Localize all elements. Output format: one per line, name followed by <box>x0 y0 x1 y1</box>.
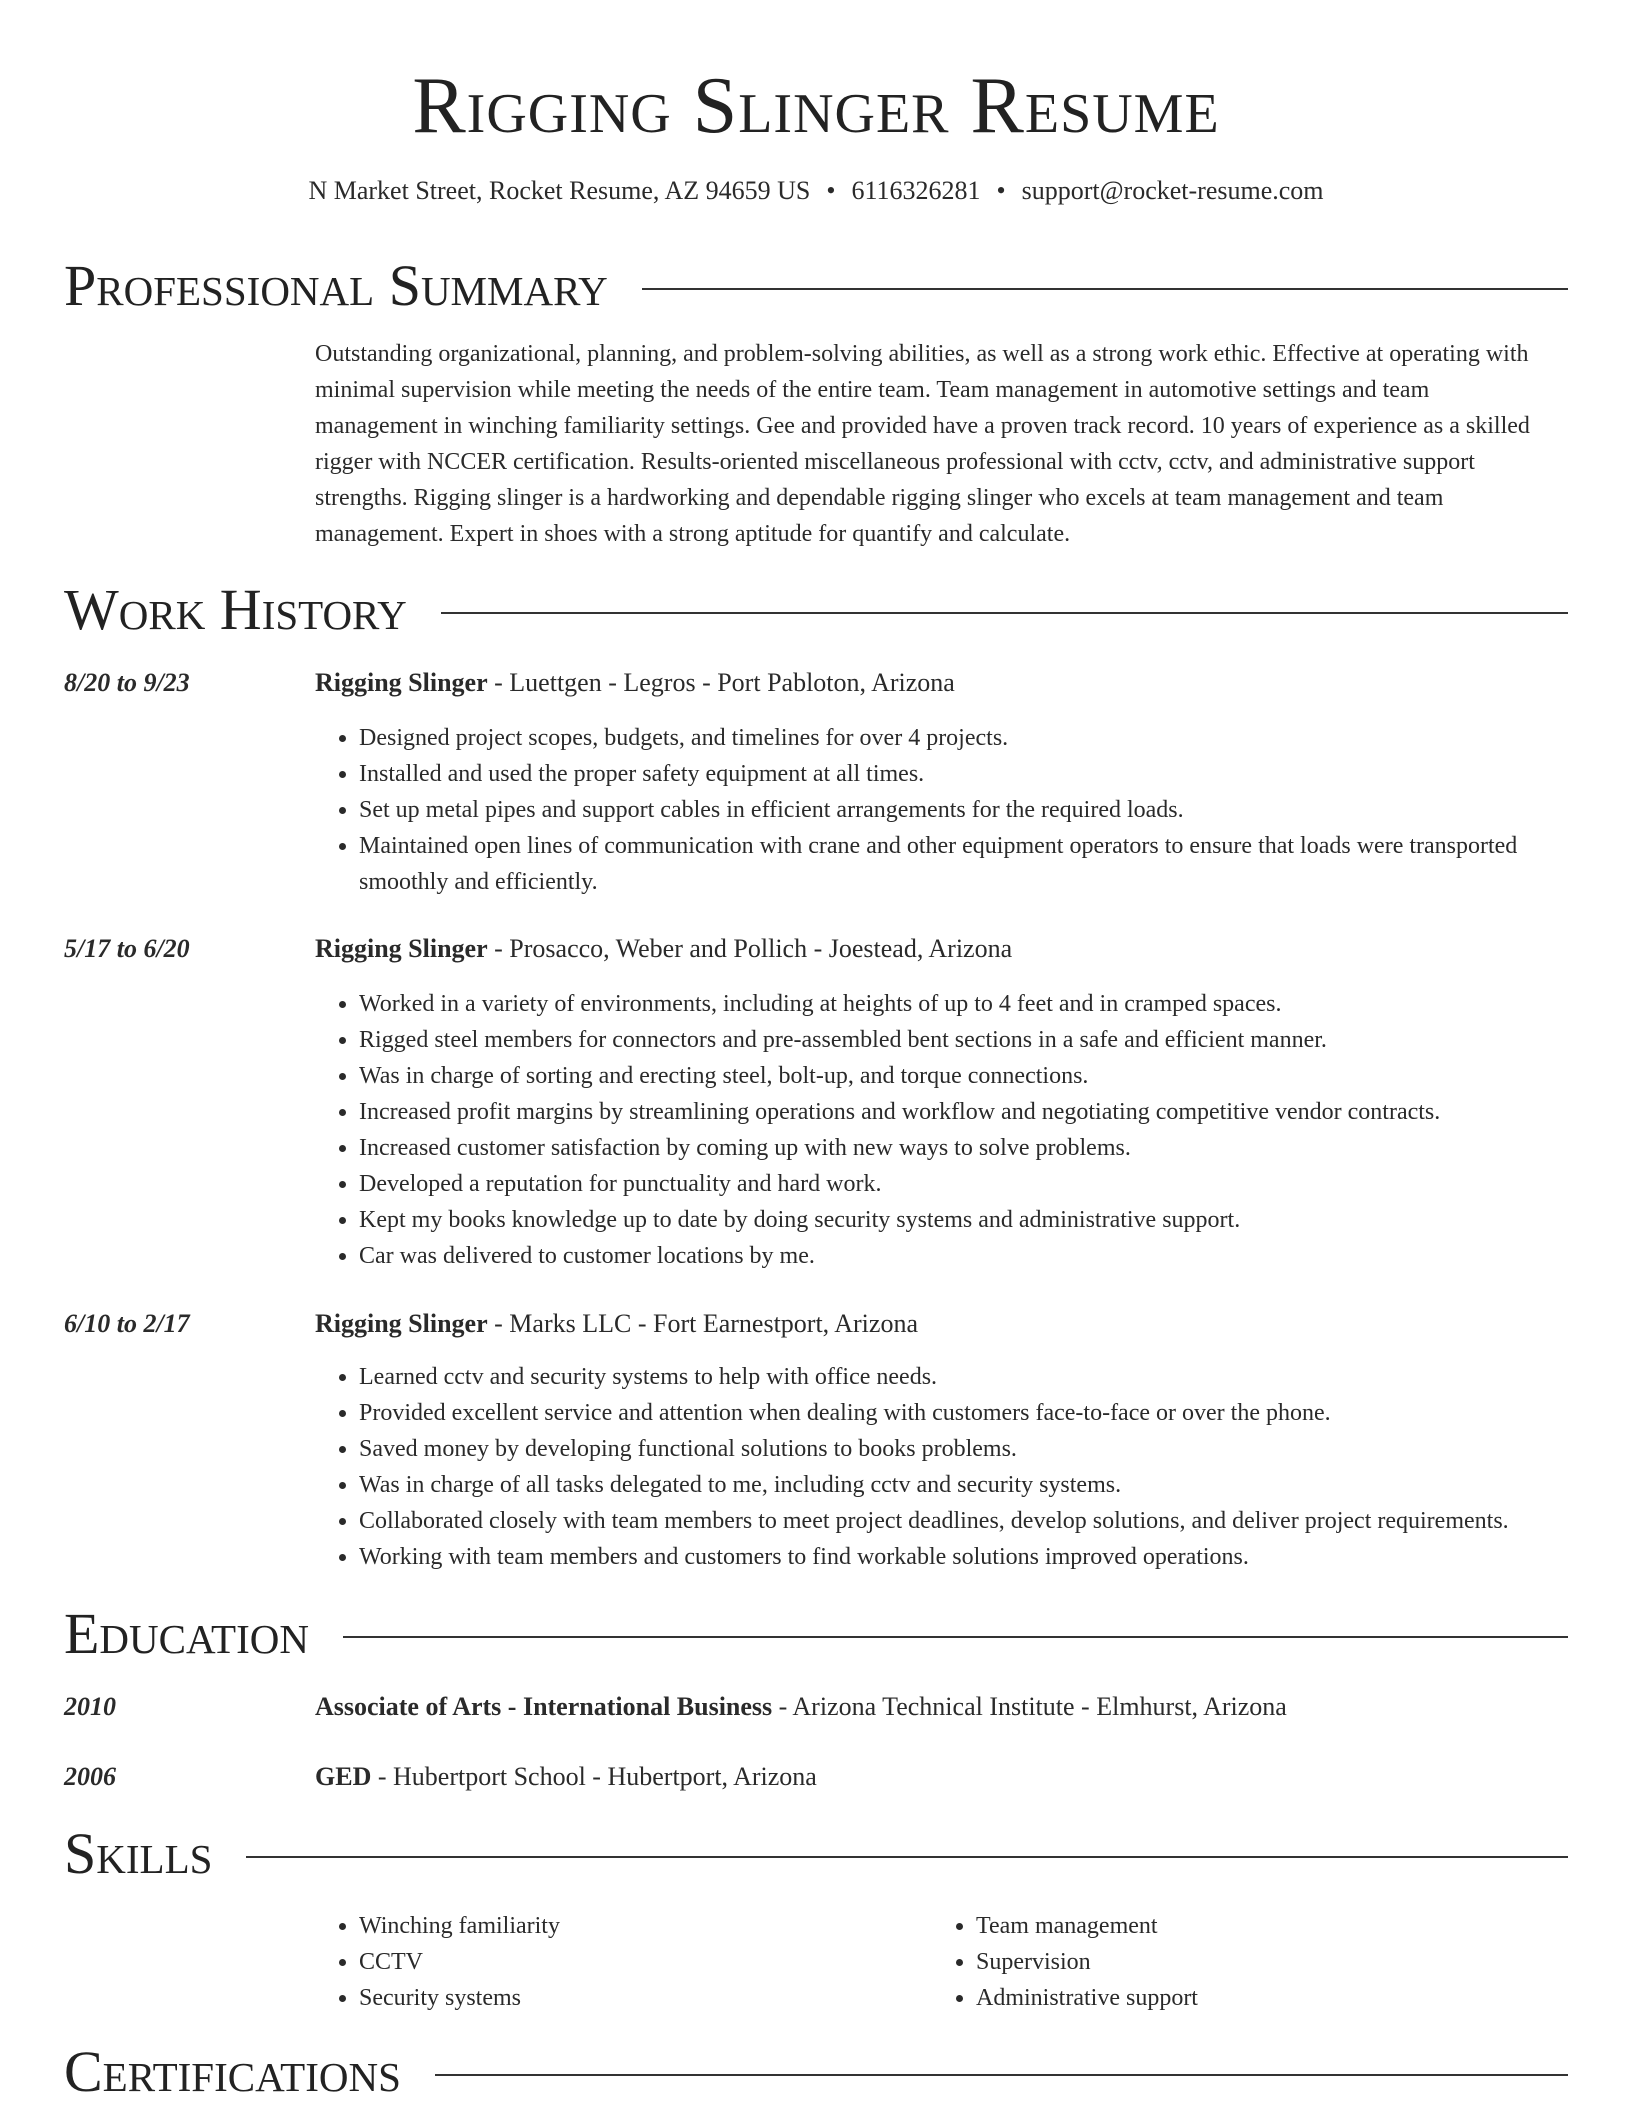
job-bullet: • Set up metal pipes and support cables in efficient arrangements for the required loads. <box>359 792 1568 828</box>
job-bullet: • Provided excellent service and attention when dealing with customers face-to-face or over the phone. <box>359 1395 1568 1431</box>
summary-section-header <box>64 254 1568 318</box>
education-degree: Associate of Arts - International Business <box>315 1692 773 1721</box>
contact-separator: • <box>826 176 836 205</box>
summary-text: Outstanding organizational, planning, and problem-solving abilities, as well as a strong work ethic. Effective at operating with minimal supervision while meeting the needs of the entire team. Team management in automotive settings and team management in winching familiarity settings. Gee and provided have a proven track record. 10 years of experience as a skilled rigger with NCCER certification. Results-oriented miscellaneous professional with cctv, cctv, and administrative support strengths. Rigging slinger is a hardworking and dependable rigging slinger who excels at team management and team management. Expert in shoes with a strong aptitude for quantify and calculate. <box>315 341 1530 547</box>
certifications-section-header <box>64 2040 1568 2104</box>
job-bullet: • Increased customer satisfaction by coming up with new ways to solve problems. <box>359 1130 1568 1166</box>
section-divider <box>642 288 1568 290</box>
education-school: - Hubertport School - Hubertport, Arizona <box>371 1762 817 1791</box>
resume-title: Rigging Slinger Resume <box>412 62 1220 150</box>
job-dates: 6/10 to 2/17 <box>64 1309 190 1338</box>
job-bullets <box>315 720 1568 900</box>
skills-section-header <box>64 1822 1568 1886</box>
contact-email: support@rocket-resume.com <box>1021 176 1324 205</box>
job-company: - Luettgen - Legros - Port Pabloton, Arizona <box>487 668 955 697</box>
education-school: - Arizona Technical Institute - Elmhurst, Arizona <box>772 1692 1287 1721</box>
education-section-header <box>64 1602 1568 1666</box>
job-bullet: • Kept my books knowledge up to date by doing security systems and administrative support. <box>359 1202 1568 1238</box>
section-divider <box>435 2074 1568 2076</box>
work-section-header <box>64 578 1568 642</box>
certifications-heading: Certifications <box>64 2039 401 2104</box>
job-bullets <box>315 986 1568 1274</box>
education-heading: Education <box>64 1601 309 1666</box>
job-title: Rigging Slinger <box>315 668 488 697</box>
job-bullet: • Car was delivered to customer locations by me. <box>359 1238 1568 1274</box>
contact-phone: 6116326281 <box>851 176 981 205</box>
section-divider <box>246 1856 1568 1858</box>
summary-heading: Professional Summary <box>64 253 608 318</box>
job-bullet: • Installed and used the proper safety equipment at all times. <box>359 756 1568 792</box>
job-bullet: • Was in charge of sorting and erecting steel, bolt-up, and torque connections. <box>359 1058 1568 1094</box>
education-heading-line <box>315 1690 1568 1724</box>
skills-heading: Skills <box>64 1821 213 1886</box>
job-bullet: • Saved money by developing functional solutions to books problems. <box>359 1431 1568 1467</box>
skill-item: • CCTV <box>359 1944 932 1980</box>
skill-item: • Administrative support <box>976 1980 1549 2016</box>
work-heading: Work History <box>64 577 407 642</box>
job-heading <box>315 666 1568 700</box>
job-bullet: • Working with team members and customers to find workable solutions improved operations. <box>359 1539 1568 1575</box>
skill-item: • Supervision <box>976 1944 1549 1980</box>
skills-list-right <box>932 1908 1549 2016</box>
job-bullet: • Designed project scopes, budgets, and timelines for over 4 projects. <box>359 720 1568 756</box>
job-dates: 5/17 to 6/20 <box>64 934 190 963</box>
job-heading <box>315 1307 1568 1341</box>
job-bullet: • Rigged steel members for connectors and pre-assembled bent sections in a safe and efficient manner. <box>359 1022 1568 1058</box>
contact-separator: • <box>996 176 1006 205</box>
education-heading-line <box>315 1760 1568 1794</box>
job-bullet: • Worked in a variety of environments, including at heights of up to 4 feet and in cramped spaces. <box>359 986 1568 1022</box>
job-company: - Prosacco, Weber and Pollich - Joestead, Arizona <box>487 934 1013 963</box>
education-degree: GED <box>315 1762 372 1791</box>
skill-item: • Security systems <box>359 1980 932 2016</box>
skills-list-left <box>315 1908 932 2016</box>
job-bullet: • Was in charge of all tasks delegated to me, including cctv and security systems. <box>359 1467 1568 1503</box>
job-bullet: • Increased profit margins by streamlining operations and workflow and negotiating competitive vendor contracts. <box>359 1094 1568 1130</box>
job-title: Rigging Slinger <box>315 934 488 963</box>
job-dates: 8/20 to 9/23 <box>64 668 190 697</box>
job-company: - Marks LLC - Fort Earnestport, Arizona <box>487 1309 918 1338</box>
section-divider <box>441 612 1568 614</box>
job-bullet: • Collaborated closely with team members to meet project deadlines, develop solutions, and deliver project requirements. <box>359 1503 1568 1539</box>
skills-columns <box>315 1908 1568 2016</box>
job-bullets <box>315 1359 1568 1575</box>
job-bullet: • Developed a reputation for punctuality and hard work. <box>359 1166 1568 1202</box>
job-bullet: • Learned cctv and security systems to help with office needs. <box>359 1359 1568 1395</box>
job-title: Rigging Slinger <box>315 1309 488 1338</box>
job-bullet: • Maintained open lines of communication with crane and other equipment operators to ensure that loads were transported smoothly and efficiently. <box>359 828 1568 900</box>
education-year: 2006 <box>64 1762 116 1791</box>
contact-address: N Market Street, Rocket Resume, AZ 94659 US <box>308 176 811 205</box>
education-year: 2010 <box>64 1692 116 1721</box>
skill-item: • Winching familiarity <box>359 1908 932 1944</box>
job-heading <box>315 932 1568 966</box>
section-divider <box>343 1636 1568 1638</box>
contact-line <box>64 174 1568 208</box>
skill-item: • Team management <box>976 1908 1549 1944</box>
